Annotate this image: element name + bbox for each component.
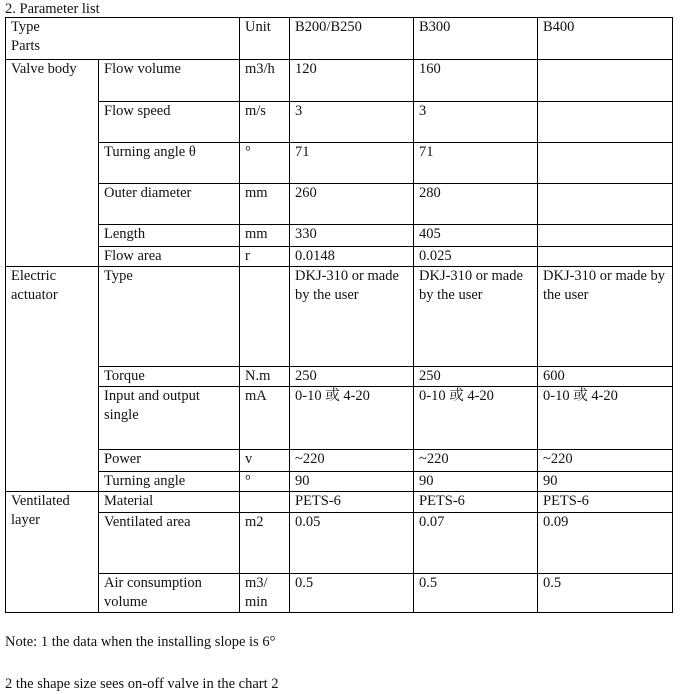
param-value: 280 bbox=[414, 184, 538, 225]
param-value: 3 bbox=[414, 102, 538, 143]
param-value: 0.0148 bbox=[290, 247, 414, 267]
table-row bbox=[6, 60, 673, 102]
param-value: 0.5 bbox=[414, 574, 538, 613]
param-unit: m3/ min bbox=[240, 574, 290, 613]
param-value: 260 bbox=[290, 184, 414, 225]
param-value: 71 bbox=[414, 143, 538, 184]
param-unit: m2 bbox=[240, 513, 290, 574]
table-row bbox=[6, 472, 673, 492]
param-value: 250 bbox=[414, 367, 538, 387]
param-value: 0.05 bbox=[290, 513, 414, 574]
table-row bbox=[6, 450, 673, 472]
param-unit: mm bbox=[240, 184, 290, 225]
table-row bbox=[6, 267, 673, 367]
param-value: 0.5 bbox=[538, 574, 673, 613]
table-row bbox=[6, 184, 673, 225]
group-label: Ventilated layer bbox=[6, 492, 99, 613]
param-value: DKJ-310 or made by the user bbox=[290, 267, 414, 367]
footnote-2: 2 the shape size sees on-off valve in the chart 2 bbox=[5, 676, 279, 692]
param-value: 0.07 bbox=[414, 513, 538, 574]
param-name: Outer diameter bbox=[99, 184, 240, 225]
footnote-1: Note: 1 the data when the installing slope is 6° bbox=[5, 634, 276, 650]
param-value: 160 bbox=[414, 60, 538, 102]
param-value bbox=[538, 184, 673, 225]
table-row bbox=[6, 143, 673, 184]
param-unit bbox=[240, 492, 290, 513]
param-value bbox=[538, 143, 673, 184]
param-value: PETS-6 bbox=[538, 492, 673, 513]
param-unit bbox=[240, 267, 290, 367]
group-label: Electric actuator bbox=[6, 267, 99, 492]
param-value: 0.5 bbox=[290, 574, 414, 613]
param-name: Air consumption volume bbox=[99, 574, 240, 613]
group-label: Valve body bbox=[6, 60, 99, 267]
param-value: 600 bbox=[538, 367, 673, 387]
param-value: 405 bbox=[414, 225, 538, 247]
param-value: PETS-6 bbox=[414, 492, 538, 513]
param-value: 71 bbox=[290, 143, 414, 184]
param-name: Flow volume bbox=[99, 60, 240, 102]
param-name: Turning angle bbox=[99, 472, 240, 492]
param-value: 90 bbox=[290, 472, 414, 492]
param-unit: mm bbox=[240, 225, 290, 247]
table-row bbox=[6, 574, 673, 613]
table-row bbox=[6, 513, 673, 574]
model-header: B400 bbox=[538, 18, 673, 60]
param-unit: mA bbox=[240, 387, 290, 450]
param-name: Flow area bbox=[99, 247, 240, 267]
param-value: ~220 bbox=[414, 450, 538, 472]
param-name: Input and output single bbox=[99, 387, 240, 450]
param-name: Torque bbox=[99, 367, 240, 387]
param-unit: r bbox=[240, 247, 290, 267]
model-header: B200/B250 bbox=[290, 18, 414, 60]
param-value: DKJ-310 or made by the user bbox=[414, 267, 538, 367]
unit-header: Unit bbox=[240, 18, 290, 60]
param-value bbox=[538, 247, 673, 267]
param-name: Flow speed bbox=[99, 102, 240, 143]
param-unit: N.m bbox=[240, 367, 290, 387]
table-row bbox=[6, 247, 673, 267]
param-value bbox=[538, 102, 673, 143]
param-name: Power bbox=[99, 450, 240, 472]
param-name: Type bbox=[99, 267, 240, 367]
param-unit: ° bbox=[240, 472, 290, 492]
param-value: 0-10 或 4-20 bbox=[414, 387, 538, 450]
corner-parts-label: Parts bbox=[11, 38, 40, 54]
parameter-table bbox=[5, 17, 673, 613]
param-value bbox=[538, 60, 673, 102]
param-value: 120 bbox=[290, 60, 414, 102]
table-row bbox=[6, 492, 673, 513]
param-value: 3 bbox=[290, 102, 414, 143]
param-value: 250 bbox=[290, 367, 414, 387]
table-header-row bbox=[6, 18, 673, 60]
param-name: Turning angle θ bbox=[99, 143, 240, 184]
param-name: Length bbox=[99, 225, 240, 247]
param-value: 0.09 bbox=[538, 513, 673, 574]
corner-type-label: Type bbox=[11, 19, 40, 35]
param-value: 0-10 或 4-20 bbox=[290, 387, 414, 450]
corner-header-cell bbox=[6, 18, 240, 60]
param-value: 0.025 bbox=[414, 247, 538, 267]
param-name: Ventilated area bbox=[99, 513, 240, 574]
param-value: ~220 bbox=[538, 450, 673, 472]
param-value bbox=[538, 225, 673, 247]
param-unit: m3/h bbox=[240, 60, 290, 102]
table-row bbox=[6, 387, 673, 450]
param-value: 90 bbox=[414, 472, 538, 492]
table-row bbox=[6, 367, 673, 387]
section-heading: 2. Parameter list bbox=[5, 1, 100, 17]
model-header: B300 bbox=[414, 18, 538, 60]
param-value: 0-10 或 4-20 bbox=[538, 387, 673, 450]
param-value: DKJ-310 or made by the user bbox=[538, 267, 673, 367]
table-row bbox=[6, 102, 673, 143]
table-row bbox=[6, 225, 673, 247]
param-unit: v bbox=[240, 450, 290, 472]
param-value: ~220 bbox=[290, 450, 414, 472]
param-value: 90 bbox=[538, 472, 673, 492]
param-unit: m/s bbox=[240, 102, 290, 143]
param-name: Material bbox=[99, 492, 240, 513]
param-unit: ° bbox=[240, 143, 290, 184]
param-value: PETS-6 bbox=[290, 492, 414, 513]
param-value: 330 bbox=[290, 225, 414, 247]
